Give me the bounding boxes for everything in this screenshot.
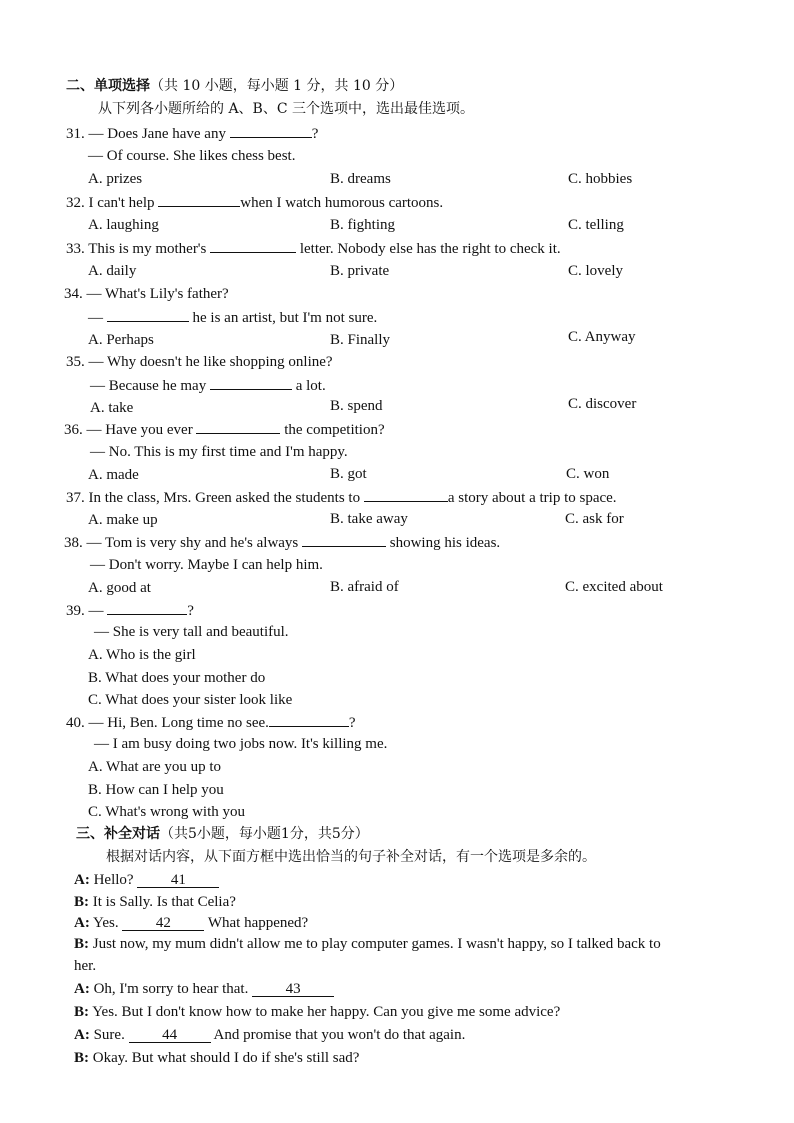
q37-text-end: a story about a trip to space.: [447, 490, 617, 506]
q32-blank: [158, 192, 240, 207]
q33-number: 33.: [66, 241, 85, 257]
q39-option-a: A. Who is the girl: [88, 647, 196, 663]
q33-option-c: C. lovely: [568, 263, 623, 279]
speaker-a: A:: [74, 872, 90, 888]
q36-option-b: B. got: [330, 466, 367, 482]
dialog-text: Yes.: [93, 915, 119, 931]
q34-option-a: A. Perhaps: [88, 332, 154, 348]
q40-text-end: ?: [348, 715, 356, 731]
q35-reply-end: a lot.: [295, 378, 326, 394]
speaker-a: A:: [74, 981, 90, 997]
dialog-line-1: [74, 870, 219, 890]
dialog-line-7: [74, 1025, 465, 1045]
q34-reply: [88, 307, 377, 328]
speaker-b: B:: [74, 936, 89, 952]
q34-text: — What's Lily's father?: [86, 286, 229, 302]
section2-instruction: 从下列各小题所给的 A、B、C 三个选项中，选出最佳选项。: [98, 101, 475, 117]
q40-reply: — I am busy doing two jobs now. It's killing me.: [94, 736, 388, 752]
q35-text: — Why doesn't he like shopping online?: [88, 354, 333, 370]
q32-option-b: B. fighting: [330, 217, 396, 233]
q38-text: — Tom is very shy and he's always: [86, 535, 299, 551]
section2-note: （共 10 小题，每小题 1 分，共 10 分）: [150, 78, 404, 94]
q40-option-b: B. How can I help you: [88, 782, 224, 798]
q39-number: 39.: [66, 603, 85, 619]
section3-instruction: 根据对话内容，从下面方框中选出恰当的句子补全对话，有一个选项是多余的。: [106, 849, 596, 865]
dialog-line-8: [74, 1048, 359, 1068]
q33-blank: [210, 238, 296, 253]
blank-43: [252, 982, 334, 997]
q38-option-b: B. afraid of: [330, 579, 399, 595]
q36-text: — Have you ever: [86, 422, 193, 438]
q38-reply: — Don't worry. Maybe I can help him.: [90, 557, 323, 573]
q34-option-b: B. Finally: [330, 332, 391, 348]
q34-reply-text: he is an artist, but I'm not sure.: [192, 310, 378, 326]
q36-blank: [196, 419, 280, 434]
q31-option-b: B. dreams: [330, 171, 391, 187]
speaker-b: B:: [74, 894, 89, 910]
q31-option-c: C. hobbies: [568, 171, 633, 187]
blank-number-41: 41: [170, 872, 186, 888]
section2-header: [66, 76, 403, 96]
speaker-b: B:: [74, 1050, 89, 1066]
q34-blank: [107, 307, 189, 322]
q34-stem: [64, 284, 229, 304]
q37-number: 37.: [66, 490, 85, 506]
section2-title: 二、单项选择: [66, 78, 150, 94]
q37-option-a: A. make up: [88, 512, 158, 528]
q35-reply-text: — Because he may: [90, 378, 207, 394]
q39-reply: — She is very tall and beautiful.: [94, 624, 289, 640]
q32-number: 32.: [66, 195, 85, 211]
q35-reply: [90, 375, 326, 396]
q35-number: 35.: [66, 354, 85, 370]
dialog-text: Yes. But I don't know how to make her happy. Can you give me some advice?: [92, 1004, 561, 1020]
q38-blank: [302, 532, 386, 547]
q36-option-a: A. made: [88, 467, 139, 483]
q39-option-c: C. What does your sister look like: [88, 692, 293, 708]
q37-blank: [364, 487, 448, 502]
dialog-text: It is Sally. Is that Celia?: [92, 894, 236, 910]
q40-option-a: A. What are you up to: [88, 759, 222, 775]
q38-option-c: C. excited about: [565, 579, 663, 595]
dialog-text: Just now, my mum didn't allow me to play computer games. I wasn't happy, so I talked back to: [92, 936, 661, 952]
dialog-line-6: [74, 1002, 560, 1022]
q35-option-b: B. spend: [330, 398, 383, 414]
q33-option-a: A. daily: [88, 263, 137, 279]
dialog-line-5: [74, 979, 334, 999]
q38-text-end: showing his ideas.: [389, 535, 501, 551]
q35-option-c: C. discover: [568, 396, 637, 412]
q36-number: 36.: [64, 422, 83, 438]
dialog-text: And promise that you won't do that again.: [213, 1027, 466, 1043]
q33-stem: [66, 238, 561, 259]
speaker-a: A:: [74, 915, 90, 931]
q37-text: In the class, Mrs. Green asked the students to: [88, 490, 361, 506]
q35-option-a: A. take: [90, 400, 134, 416]
speaker-b: B:: [74, 1004, 89, 1020]
dialog-line-3: [74, 913, 308, 933]
q31-option-a: A. prizes: [88, 171, 143, 187]
q31-text: — Does Jane have any: [88, 126, 226, 142]
blank-41: [137, 873, 219, 888]
q38-stem: [64, 532, 500, 553]
dialog-text: Sure.: [93, 1027, 125, 1043]
q31-stem: [66, 123, 318, 144]
q38-number: 38.: [64, 535, 83, 551]
q37-option-b: B. take away: [330, 511, 408, 527]
section3-title: 三、补全对话: [76, 826, 160, 842]
q34-number: 34.: [64, 286, 83, 302]
dialog-text: Hello?: [93, 872, 134, 888]
q39-blank: [107, 600, 187, 615]
section3-header: [76, 824, 369, 844]
dialog-text: What happened?: [207, 915, 309, 931]
q33-text: This is my mother's: [88, 241, 207, 257]
q39-dash: —: [88, 603, 104, 619]
section3-note: （共5小题，每小题1分，共5分）: [160, 826, 369, 842]
dialog-text: Oh, I'm sorry to hear that.: [93, 981, 249, 997]
q32-option-c: C. telling: [568, 217, 624, 233]
q40-text: — Hi, Ben. Long time no see.: [88, 715, 269, 731]
q36-option-c: C. won: [566, 466, 610, 482]
q31-reply: — Of course. She likes chess best.: [88, 148, 296, 164]
q36-reply: — No. This is my first time and I'm happy.: [90, 444, 348, 460]
q36-text-end: the competition?: [284, 422, 385, 438]
q31-blank: [230, 123, 312, 138]
q38-option-a: A. good at: [88, 580, 151, 596]
dialog-line-2: [74, 892, 236, 912]
q40-option-c: C. What's wrong with you: [88, 804, 246, 820]
q32-text: I can't help: [88, 195, 155, 211]
q35-stem: [66, 352, 333, 372]
q40-number: 40.: [66, 715, 85, 731]
dialog-line-4-cont: her.: [74, 958, 97, 974]
q39-option-b: B. What does your mother do: [88, 670, 266, 686]
q31-number: 31.: [66, 126, 85, 142]
blank-44: [129, 1028, 211, 1043]
q37-stem: [66, 487, 617, 508]
q33-text-end: letter. Nobody else has the right to check it.: [299, 241, 561, 257]
blank-number-43: 43: [285, 981, 301, 997]
q39-stem: [66, 600, 194, 621]
dialog-line-4: [74, 934, 661, 954]
q35-blank: [210, 375, 292, 390]
q34-dash: —: [88, 310, 103, 326]
q34-option-c: C. Anyway: [568, 329, 636, 345]
q32-text-end: when I watch humorous cartoons.: [240, 195, 444, 211]
q40-blank: [269, 712, 349, 727]
speaker-a: A:: [74, 1027, 90, 1043]
q37-option-c: C. ask for: [565, 511, 624, 527]
blank-42: [122, 916, 204, 931]
q36-stem: [64, 419, 385, 440]
blank-number-42: 42: [155, 915, 171, 931]
q39-text-end: ?: [187, 603, 194, 619]
q32-option-a: A. laughing: [88, 217, 159, 233]
dialog-text: Okay. But what should I do if she's still sad?: [92, 1050, 360, 1066]
blank-number-44: 44: [162, 1027, 178, 1043]
q33-option-b: B. private: [330, 263, 390, 279]
q32-stem: [66, 192, 443, 213]
q40-stem: [66, 712, 356, 733]
q31-text-end: ?: [311, 126, 319, 142]
